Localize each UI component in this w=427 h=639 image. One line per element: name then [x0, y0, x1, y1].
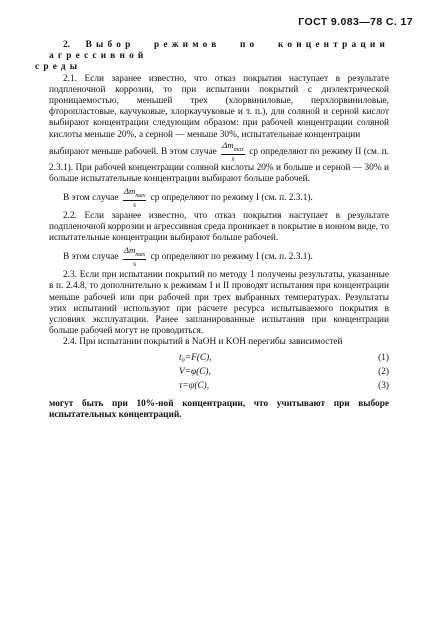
fraction-dm-max-over-s	[123, 246, 147, 268]
document-body	[35, 40, 390, 421]
fraction-dm-max-over-s	[123, 187, 147, 209]
paragraph-2-2: 2.2. Если заранее известно, что отказ покрытия наступает в результате подпленочной коррозии и агрессивная среда проникает в покрытие в ионном виде, то испытательные концентрации выбирают больше рабочей.	[49, 210, 389, 244]
section-heading-number: 2.	[63, 40, 70, 50]
case-lead-text: В этом случае	[63, 252, 119, 263]
equation-row	[49, 353, 389, 367]
fraction-denominator: s	[133, 259, 137, 269]
equation-expression: t₀=F(C),	[179, 352, 212, 363]
closing-paragraph: могут быть при 10%-ной концентрации, что учитывают при выборе испытательных концентраций.	[49, 398, 389, 420]
equation-number: (1)	[378, 352, 389, 363]
fraction-numerator: $\Delta m_{max}$	[222, 139, 244, 153]
case-lead-text: В этом случае	[63, 193, 119, 203]
equation-number: (3)	[378, 380, 389, 391]
equation-row	[49, 381, 389, 395]
paragraph-2-1: 2.1. Если заранее известно, что отказ покрытия наступает в результате подпленочной коррозии, то при испытании покрытий с диэлектрической проницаемостью, меньшей трех (хлорвиниловые, перхлорвиниловые, фторопластовые, каучуковые, хлоркаучуковые и т. п.), для соляной и серной кислот выбирают концентрации следующим образом: при рабочей концентрации соляной кислоты меньше 20%, а серной — меньше 30%, испытательные концентрации	[49, 73, 389, 140]
equation-expression: V=φ(C),	[179, 366, 211, 377]
equation-row	[49, 367, 389, 381]
equation-number: (2)	[378, 366, 389, 377]
fraction-denominator: s	[231, 153, 235, 163]
formula-trail-text: ср определяют по режиму II (см. п. 2.3.1). При рабочей концентрации соляной кислоты 20% и больше и серной — 30% и больше испытательные концентрации выбирают больше рабочей.	[49, 146, 390, 184]
fraction-denominator: s	[133, 199, 137, 209]
paragraph-2-1-formula	[49, 141, 389, 185]
section-heading	[35, 40, 389, 74]
equation-expression: τ=ψ(C),	[179, 380, 210, 391]
paragraph-2-3: 2.3. Если при испытании покрытий по методу 1 получены результаты, указанные в п. 2.4.8, то дополнительно к режимам I и II проводят испытания при концентрации меньше рабочей или при рабочей при трех выбранных температурах. Результаты этих испытаний используют при расчете ресурса испытываемого покрытия в условиях эксплуатации. Ранее запланированные испытания при концентрации больше рабочей могут не проводиться.	[49, 270, 389, 337]
fraction-numerator: $\Delta m_{max}$	[123, 245, 146, 259]
paragraph-2-2-case	[49, 246, 389, 268]
equation-list	[49, 353, 389, 395]
section-heading-text: Выбор режимов по концентрации агрессивной	[49, 40, 389, 62]
section-heading-continuation: среды	[35, 62, 82, 73]
paragraph-2-1-case	[49, 187, 389, 209]
formula-lead-text: выбирают меньше рабочей. В этом случае	[49, 146, 217, 157]
fraction-dm-max-over-s	[221, 141, 245, 163]
case-trail-text: ср определяют по режиму I (см. п. 2.3.1).	[150, 193, 313, 203]
case-trail-text: ср определяют по режиму I (см. п. 2.3.1).	[150, 252, 313, 263]
paragraph-2-4: 2.4. При испытании покрытий в NaOH и KOH перегибы зависимостей	[63, 337, 343, 348]
fraction-numerator: $\Delta m_{max}$	[123, 185, 146, 199]
page-header: ГОСТ 9.083—78 С. 17	[298, 16, 413, 28]
